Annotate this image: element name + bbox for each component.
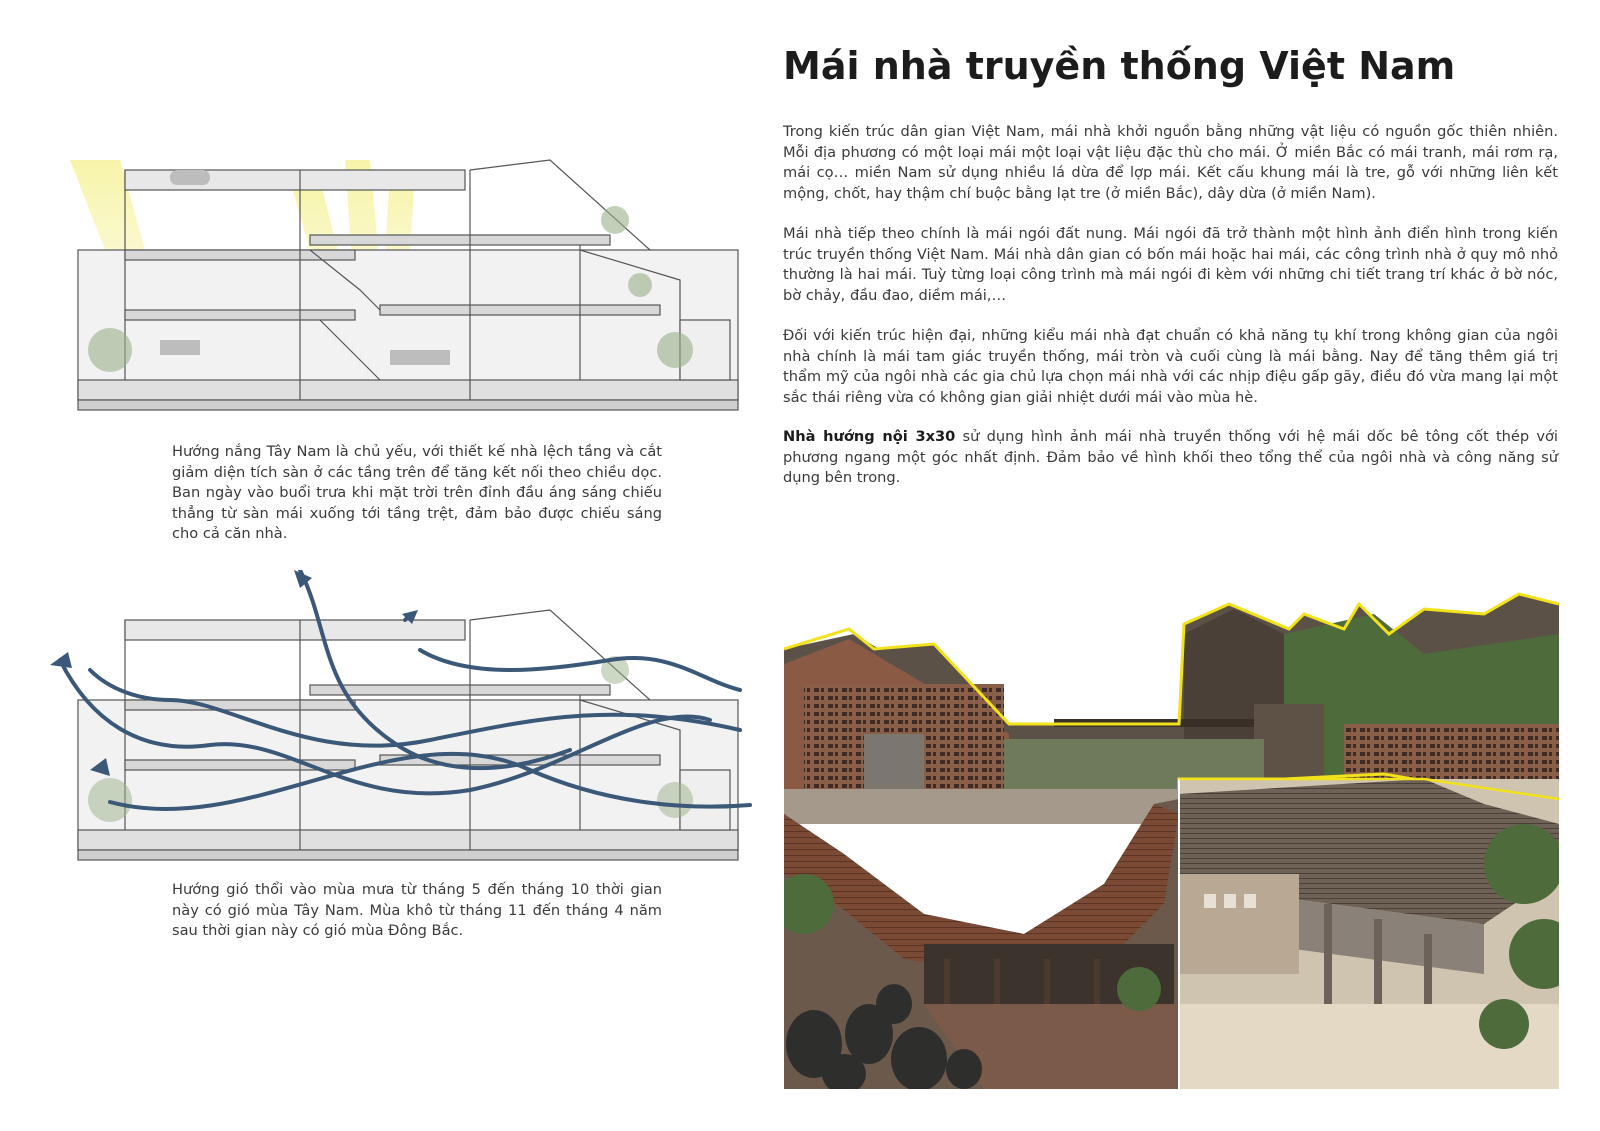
wind-caption: Hướng gió thổi vào mùa mưa từ tháng 5 đến tháng 10 thời gian này có gió mùa Tây Nam. Mùa khô từ tháng 11 đến tháng 4 năm sau thời gian này có gió mùa Đông Bắc.: [172, 881, 662, 939]
traditional-roof-photo-collage: [784, 574, 1559, 1089]
paragraph-4-text: sử dụng hình ảnh mái nhà truyền thống với hệ mái dốc bê tông cốt thép với phương ngang một góc nhất định. Đảm bảo về hình khối theo tổng thể của ngôi nhà và công năng sử dụng bên trong.: [783, 428, 1558, 486]
sun-section-diagram: [60, 150, 750, 425]
project-name: Nhà hướng nội 3x30: [783, 428, 956, 445]
wind-section-diagram: [50, 570, 770, 875]
sun-caption: Hướng nắng Tây Nam là chủ yếu, với thiết kế nhà lệch tầng và cắt giảm diện tích sàn ở các tầng trên để tăng kết nối theo chiều dọc. Ban ngày vào buổi trưa khi mặt trời trên đỉnh đầu áng sáng chiếu thẳng từ sàn mái xuống tới tầng trệt, đảm bảo được chiếu sáng cho cả căn nhà.: [172, 443, 662, 542]
page-title: Mái nhà truyền thống Việt Nam: [783, 44, 1456, 88]
paragraph-4: [783, 427, 1558, 489]
paragraph-3: Đối với kiến trúc hiện đại, những kiểu mái nhà đạt chuẩn có khả năng tụ khí trong không gian của ngôi nhà chính là mái tam giác truyền thống, mái tròn và cuối cùng là mái bằng. Nay để tăng thêm giá trị thẩm mỹ của ngôi nhà các gia chủ lựa chọn mái nhà với các nhịp điệu gấp gãy, điều đó vừa mang lại một sắc thái riêng vừa có không gian giải nhiệt dưới mái vào mùa hè.: [783, 327, 1558, 406]
paragraph-1: Trong kiến trúc dân gian Việt Nam, mái nhà khởi nguồn bằng những vật liệu có nguồn gốc thiên nhiên. Mỗi địa phương có một loại mái một loại vật liệu đặc thù cho mái. Ở miền Bắc có mái tranh, mái rơm rạ, mái cọ… miền Nam sử dụng nhiều lá dừa để lợp mái. Kết cấu khung mái là tre, gỗ với những liên kết mộng, chốt, hay thậm chí buộc bằng lạt tre (ở miền Bắc), dây dừa (ở miền Nam).: [783, 123, 1558, 202]
paragraph-2: Mái nhà tiếp theo chính là mái ngói đất nung. Mái ngói đã trở thành một hình ảnh điển hình trong kiến trúc truyền thống Việt Nam. Mái nhà dân gian có bốn mái hoặc hai mái, các công trình nhà ở quy mô nhỏ thường là hai mái. Tuỳ từng loại công trình mà mái ngói đi kèm với những chi tiết trang trí khác ở bờ nóc, bờ chảy, đầu đao, diềm mái,…: [783, 225, 1558, 304]
